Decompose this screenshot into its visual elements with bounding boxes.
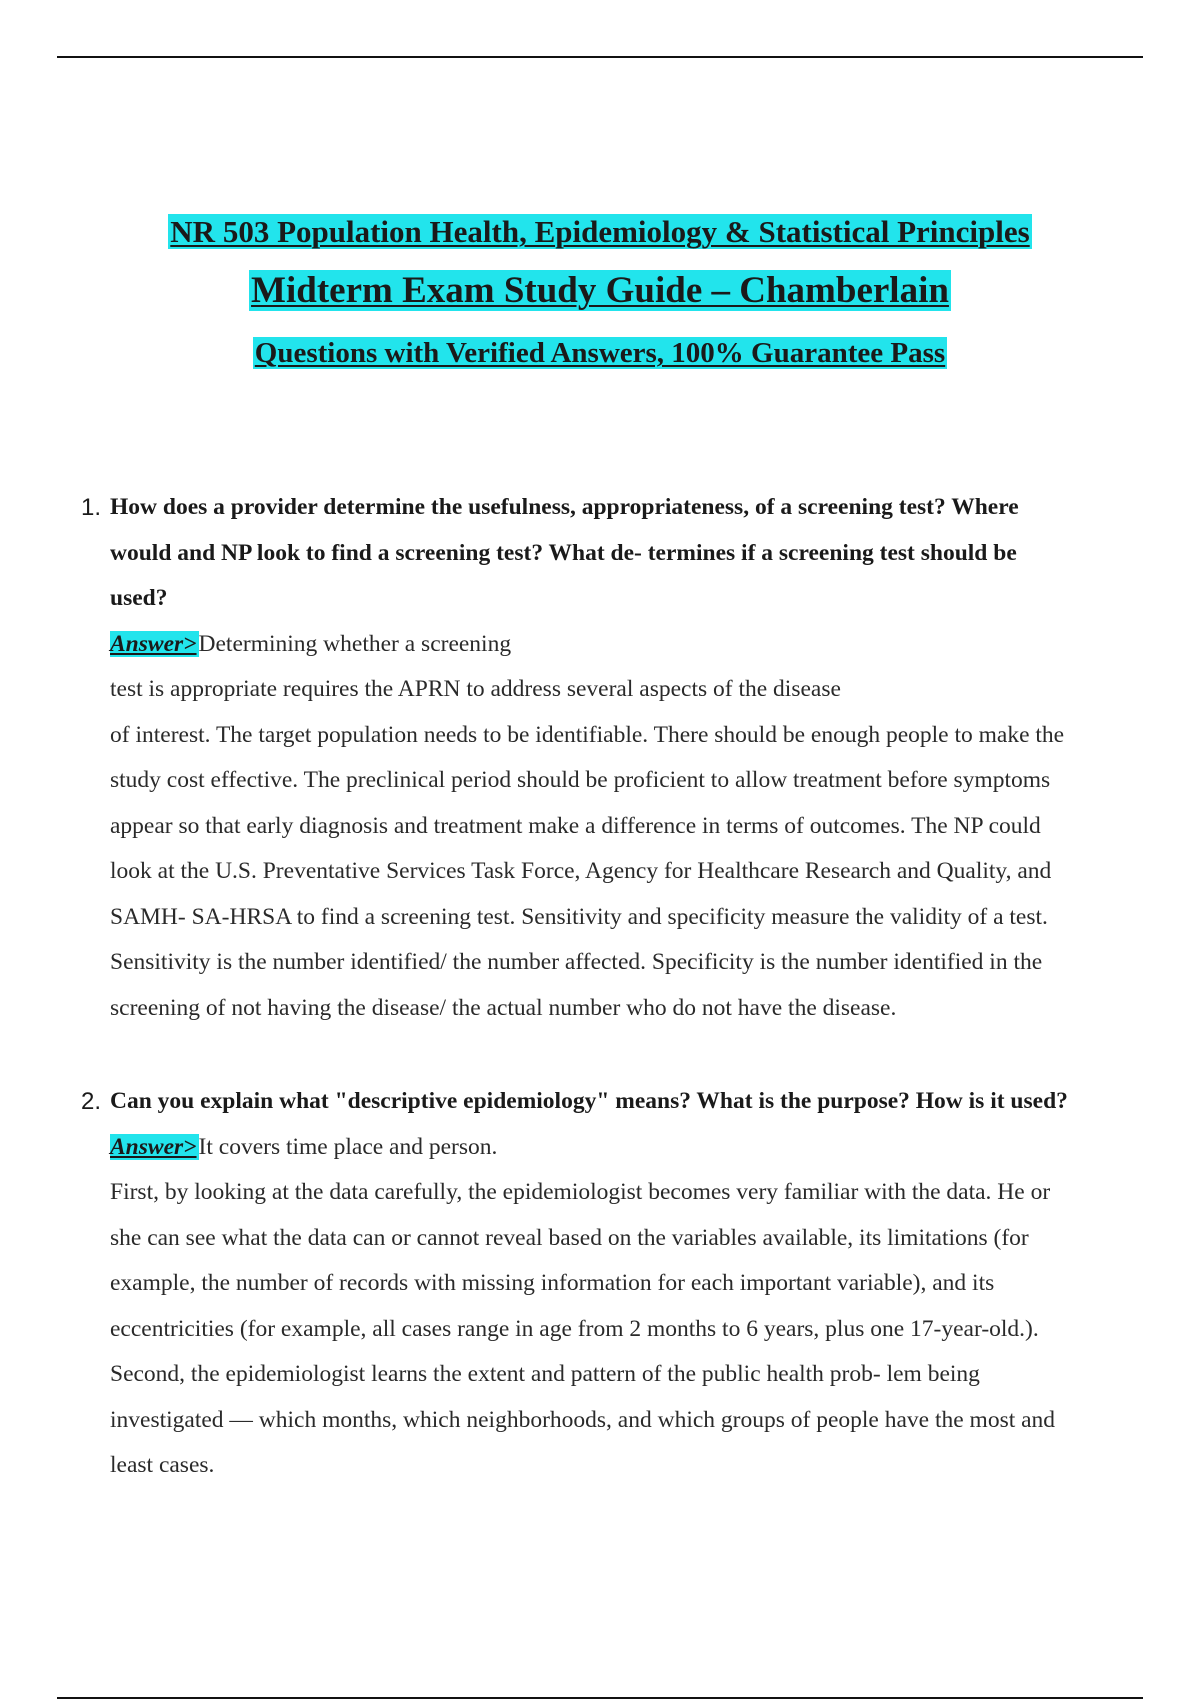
answer-lead: It covers time place and person. (198, 1133, 498, 1160)
question-list (0, 485, 1200, 1489)
title-line-3 (0, 332, 1200, 374)
answer-paragraph: test is appropriate requires the APRN to address several aspects of the disease (110, 676, 841, 702)
title-line-1 (0, 210, 1200, 254)
answer-paragraph: of interest. The target population needs to be identifiable. There should be enough people to make the study cost effective. The preclinical period should be proficient to allow treatment before symptoms appear so that early diagnosis and treatment make a difference in terms of outcomes. The NP could look at the U.S. Preventative Services Task Force, Agency for Healthcare Research and Quality, and SAMH- SA-HRSA to find a screening test. Sensitivity and specificity measure the validity of a test. Sensitivity is the number identified/ the number affected. Specificity is the number identified in the screening of not having the disease/ the actual number who do not have the disease. (110, 721, 1065, 1021)
title-line-2 (0, 266, 1200, 316)
answer-lead: Determining whether a screening (198, 630, 512, 657)
answer-paragraph: Second, the epidemiologist learns the extent and pattern of the public health prob- lem being investigated — which months, which neighborhoods, and which groups of people have the most and least cases. (110, 1361, 1056, 1478)
question-text: How does a provider determine the usefulness, appropriateness, of a screening test? Where would and NP look to find a screening test? What de- termines if a screening test should be used? (110, 494, 1019, 611)
title-guide: Midterm Exam Study Guide – Chamberlain (251, 270, 949, 311)
bottom-rule (57, 1697, 1143, 1699)
answer-block (110, 1125, 1080, 1489)
top-rule (57, 56, 1143, 58)
answer-paragraph: First, by looking at the data carefully, the epidemiologist becomes very familiar with the data. He or she can see what the data can or cannot reveal based on the variables available, its limitations (for example, the number of records with missing information for each important variable), and its eccentricities (for example, all cases range in age from 2 months to 6 years, plus one 17-year-old.). (110, 1179, 1051, 1342)
question-item-2 (0, 1079, 1200, 1489)
title-course: NR 503 Population Health, Epidemiology & Statistical Principles (170, 214, 1030, 249)
answer-label: Answer> (110, 1133, 197, 1160)
question-number: 1. (81, 494, 102, 521)
answer-label: Answer> (110, 630, 197, 657)
answer-block (110, 622, 1080, 1032)
document-title (0, 210, 1200, 374)
question-number: 2. (81, 1088, 102, 1115)
question-item-1 (0, 485, 1200, 1031)
title-subtitle: Questions with Verified Answers, 100% Guarantee Pass (254, 337, 946, 369)
question-text: Can you explain what "descriptive epidemiology" means? What is the purpose? How is it used? (110, 1088, 1068, 1114)
